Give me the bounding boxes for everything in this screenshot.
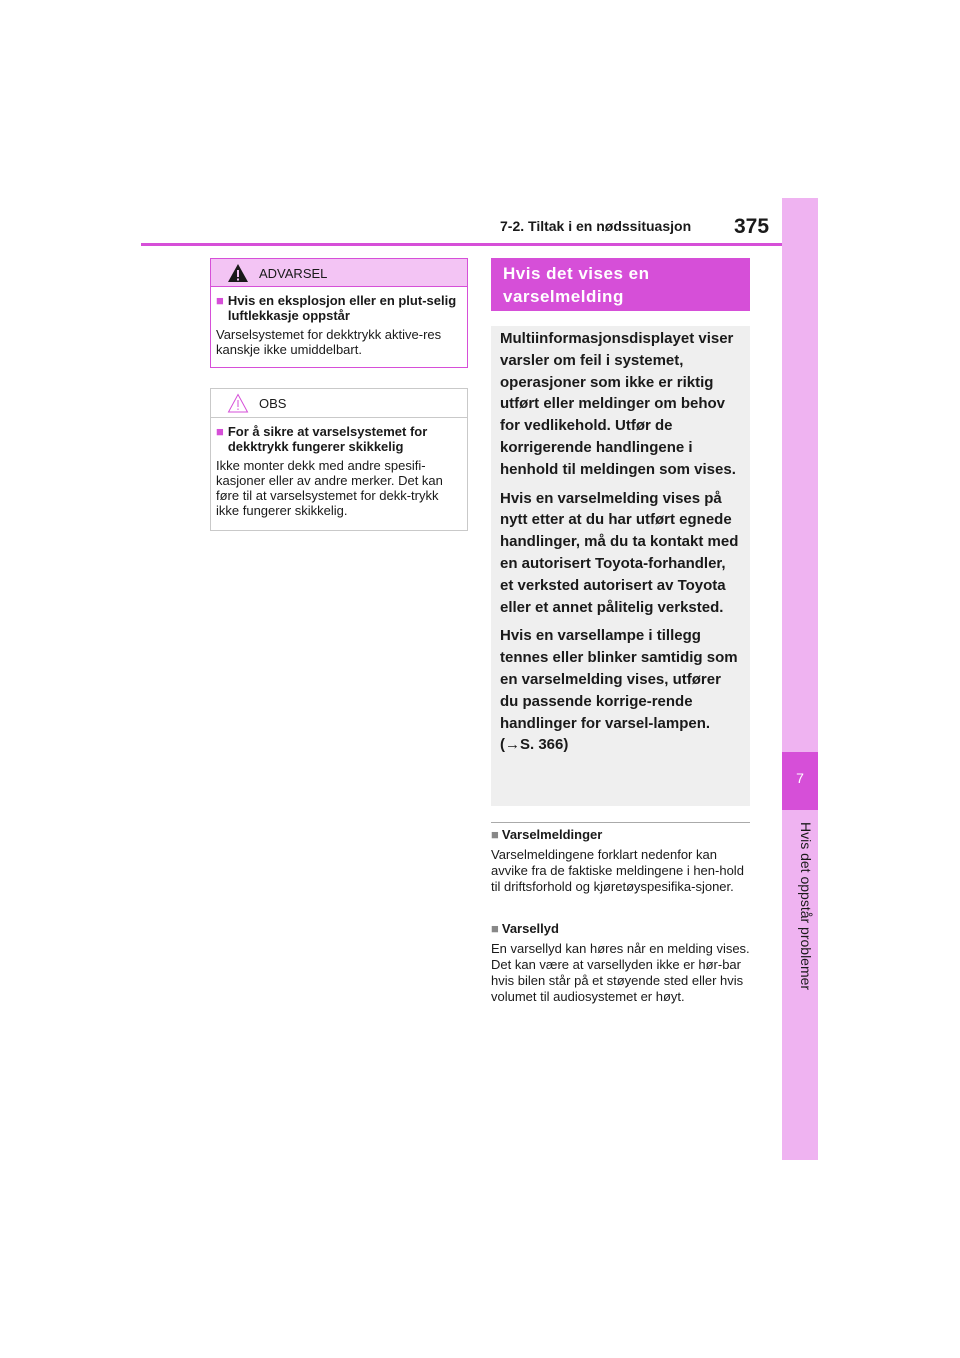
notice-box-header — [211, 389, 467, 418]
section-header: 7-2. Tiltak i en nødssituasjon — [500, 218, 692, 234]
chapter-number: 7 — [796, 770, 804, 786]
section-text: En varsellyd kan høres når en melding vises. Det kan være at varsellyden ikke er hør-bar hvis bilen står på et støyende sted eller hvis volumet til audiosystemet er høyt. — [491, 941, 750, 1004]
section-heading — [491, 921, 753, 937]
chapter-title: Hvis det oppstår problemer — [798, 822, 814, 991]
notice-box-title: OBS — [259, 396, 287, 411]
notice-text: Ikke monter dekk med andre spesifi-kasjoner eller av andre merker. Det kan føre til at varselsystemet for dekk-trykk ikke fungerer skikkelig. — [216, 458, 443, 518]
intro-paragraph-2: Hvis en varselmelding vises på nytt etter at du har utført egnede handlinger, må du ta kontakt med en autorisert Toyota-forhandler, et verksted autorisert av Toyota eller et annet pålitelig verksted. — [500, 489, 739, 616]
section-title: Hvis det vises en varselmelding — [491, 258, 750, 311]
warning-box-header — [211, 259, 467, 287]
intro-paragraph-3: Hvis en varsellampe i tillegg tennes eller blinker samtidig som en varselmelding vises, utfører du passende korrige-rende handlinger for varsel-lampen. (→S. 366) — [500, 627, 738, 754]
header-rule — [141, 243, 782, 246]
notice-box — [210, 388, 468, 531]
section-varsellyd — [491, 921, 753, 1005]
section-text: Varselmeldingene forklart nedenfor kan avvike fra de faktiske meldingene i hen-hold til driftsforhold og kjøretøyspesifika-sjoner. — [491, 847, 744, 894]
notice-subheading — [216, 424, 462, 454]
section-heading-text: Varselmeldinger — [501, 827, 603, 842]
warning-icon — [227, 263, 249, 283]
square-bullet-icon: ■ — [491, 921, 499, 936]
section-heading-text: Varsellyd — [501, 921, 559, 936]
section-varselmeldinger — [491, 827, 753, 895]
warning-box-title: ADVARSEL — [259, 266, 328, 281]
notice-subheading-text: For å sikre at varselsystemet for dekktrykk fungerer skikkelig — [227, 424, 428, 454]
intro-box — [491, 326, 750, 806]
square-bullet-icon: ■ — [216, 424, 224, 439]
section-divider — [491, 822, 750, 823]
intro-paragraph-1: Multiinformasjonsdisplayet viser varsler om feil i systemet, operasjoner som ikke er riktig utført eller meldinger om behov for vedlikehold. Utfør de korrigerende handlingene i henhold til meldingen som vises. — [500, 330, 736, 478]
warning-subheading-text: Hvis en eksplosjon eller en plut-selig luftlekkasje oppstår — [227, 293, 457, 323]
square-bullet-icon: ■ — [216, 293, 224, 308]
warning-subheading — [216, 293, 462, 323]
warning-text: Varselsystemet for dekktrykk aktive-res kanskje ikke umiddelbart. — [216, 327, 442, 357]
caution-outline-icon — [227, 393, 249, 413]
square-bullet-icon: ■ — [491, 827, 499, 842]
section-heading — [491, 827, 753, 843]
warning-box — [210, 258, 468, 368]
page-number: 375 — [734, 215, 770, 238]
